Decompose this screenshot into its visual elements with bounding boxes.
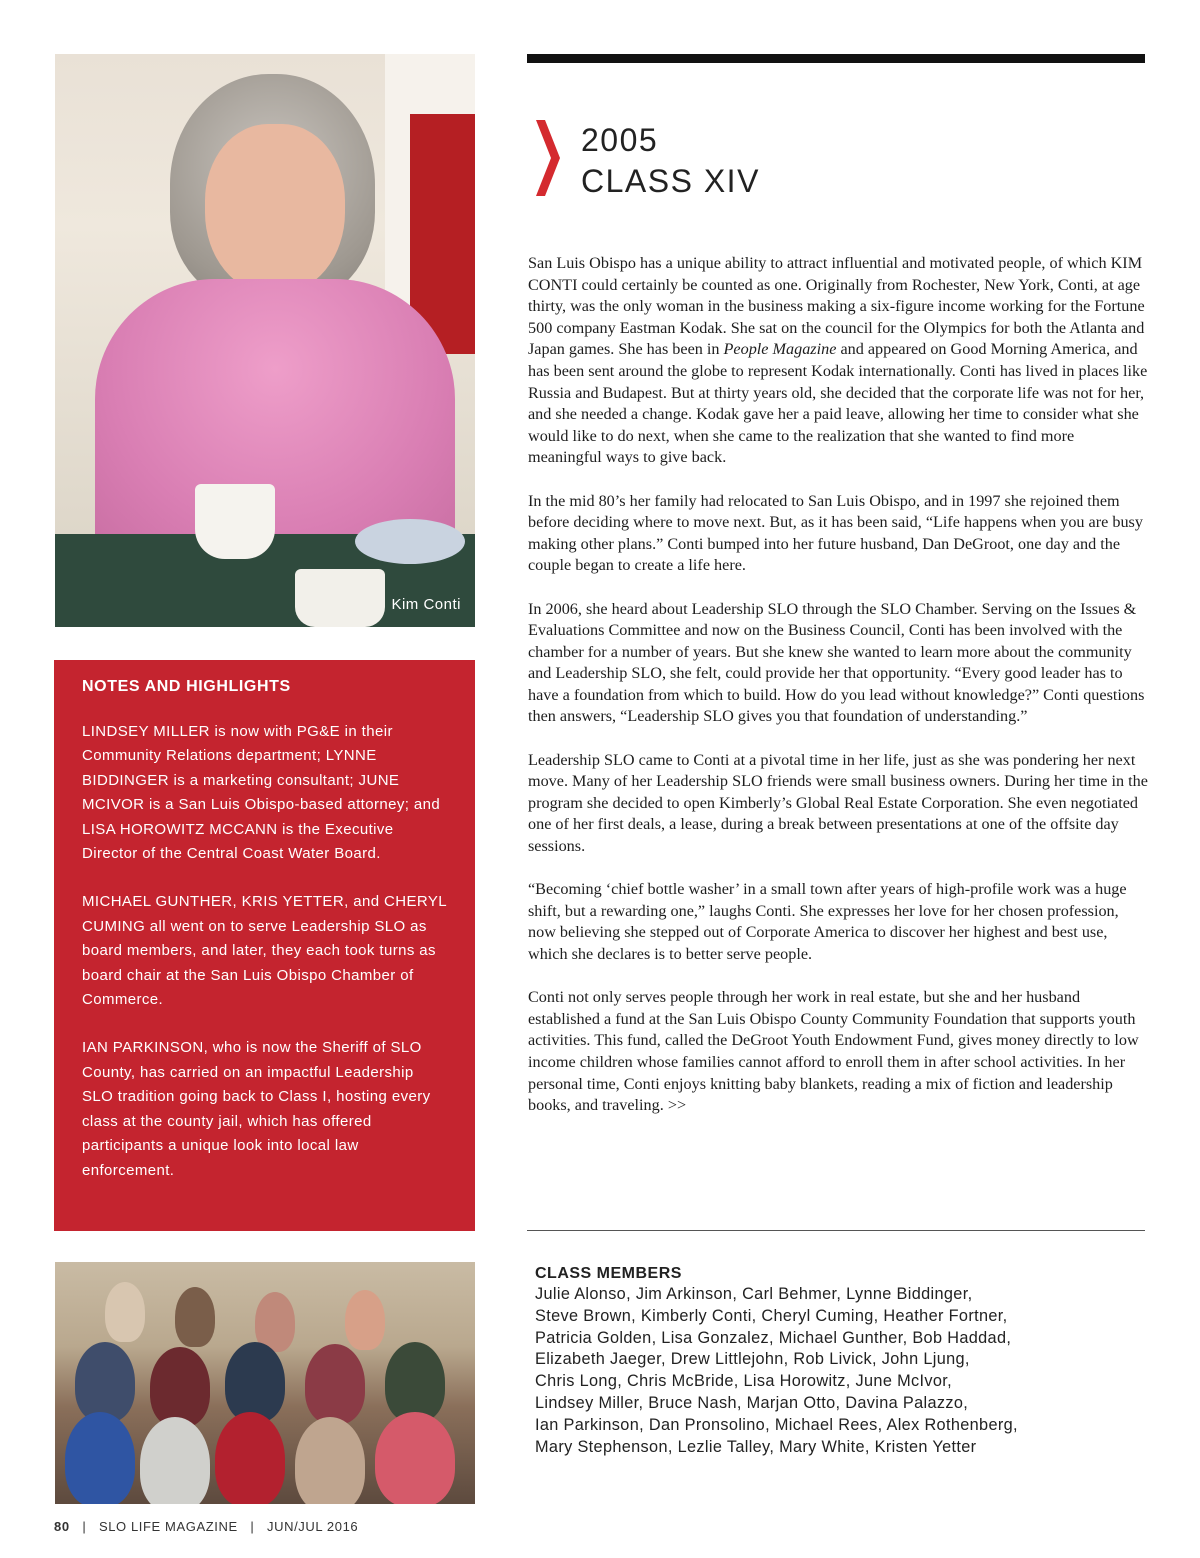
members-line: Steve Brown, Kimberly Conti, Cheryl Cuming, Heather Fortner,	[535, 1306, 1008, 1325]
members-line: Chris Long, Chris McBride, Lisa Horowitz, June McIvor,	[535, 1372, 953, 1391]
top-rule	[527, 54, 1145, 63]
article-paragraph-1: San Luis Obispo has a unique ability to attract influential and motivated people, of which KIM CONTI could certainly be counted as one. Originally from Rochester, New York, Conti, at age thirty, was the only woman in the business making a six-figure income working for the Fortune 500 company Eastman Kodak. She sat on the council for the Olympics for both the Atlanta and Japan games. She has been in People Magazine and appeared on Good Morning America, and has been sent around the globe to represent Kodak internationally. Conti has lived in places like Russia and Budapest. But at thirty years old, she decided that the corporate life was not for her, and she needed a change. Kodak gave her a paid leave, allowing her time to consider what she would like to do next, when she came to the realization that she wanted to find more meaningful ways to give back.	[528, 254, 1148, 467]
article-paragraph-3: In 2006, she heard about Leadership SLO through the SLO Chamber. Serving on the Issues & Evaluations Committee and now on the Business Council, Conti has been involved with the chamber for a number of years. But she knew she wanted to learn more about the community and Leadership SLO, she felt, could provide her that opportunity. “Every good leader has to have a foundation from which to build. How do you lead without knowledge?” Conti questions then answers, “Leadership SLO gives you that foundation of understanding.”	[528, 599, 1145, 726]
chevron-right-icon	[536, 120, 560, 196]
photo-person	[345, 1290, 385, 1350]
portrait-plate	[355, 519, 465, 564]
article-paragraph-4: Leadership SLO came to Conti at a pivotal time in her life, just as she was pondering her next move. Many of her Leadership SLO friends were small business owners. During her time in the program she decided to open Kimberly’s Global Real Estate Corporation. She even negotiated one of her first deals, a lease, during a break between presentations at one of the offsite day sessions.	[528, 750, 1148, 856]
photo-person	[215, 1412, 285, 1504]
photo-person	[65, 1412, 135, 1504]
section-divider	[527, 1230, 1145, 1231]
photo-person	[375, 1412, 455, 1504]
members-line: Mary Stephenson, Lezlie Talley, Mary White, Kristen Yetter	[535, 1437, 977, 1456]
issue-date: JUN/JUL 2016	[267, 1519, 359, 1534]
footer-separator: |	[82, 1519, 87, 1534]
class-members-list	[535, 1284, 1135, 1458]
photo-person	[225, 1342, 285, 1422]
portrait-photo-kim-conti	[55, 54, 475, 627]
portrait-face	[205, 124, 345, 294]
section-heading	[581, 120, 760, 202]
class-group-photo	[55, 1262, 475, 1504]
members-line: Julie Alonso, Jim Arkinson, Carl Behmer, Lynne Biddinger,	[535, 1285, 973, 1303]
photo-person	[175, 1287, 215, 1347]
members-line: Ian Parkinson, Dan Pronsolino, Michael Rees, Alex Rothenberg,	[535, 1415, 1018, 1434]
portrait-teacup	[195, 484, 275, 559]
notes-paragraph-3: IAN PARKINSON, who is now the Sheriff of SLO County, has carried on an impactful Leadership SLO tradition going back to Class I, hosting every class at the county jail, which has offered participants a unique look into local law enforcement.	[82, 1039, 431, 1179]
portrait-teacup-front	[295, 569, 385, 627]
class-members	[535, 1264, 1135, 1458]
article-body	[528, 253, 1148, 1138]
photo-person	[295, 1417, 365, 1504]
notes-paragraph-2: MICHAEL GUNTHER, KRIS YETTER, and CHERYL CUMING all went on to serve Leadership SLO as board members, and later, they each took turns as board chair at the San Luis Obispo Chamber of Commerce.	[82, 893, 447, 1009]
heading-class: CLASS XIV	[581, 163, 760, 199]
photo-person	[150, 1347, 210, 1427]
members-line: Patricia Golden, Lisa Gonzalez, Michael Gunther, Bob Haddad,	[535, 1328, 1012, 1347]
photo-person	[105, 1282, 145, 1342]
page-footer	[54, 1519, 358, 1534]
magazine-title: People Magazine	[723, 340, 837, 359]
page-number: 80	[54, 1519, 70, 1534]
members-line: Lindsey Miller, Bruce Nash, Marjan Otto, Davina Palazzo,	[535, 1393, 969, 1412]
article-paragraph-2: In the mid 80’s her family had relocated to San Luis Obispo, and in 1997 she rejoined them before deciding where to move next. But, as it has been said, “Life happens when you are busy making other plans.” Conti bumped into her future husband, Dan DeGroot, one day and the couple began to create a life here.	[528, 491, 1143, 575]
notes-title: NOTES AND HIGHLIGHTS	[82, 678, 291, 695]
notes-sidebar	[54, 660, 475, 1231]
heading-year: 2005	[581, 122, 659, 158]
class-members-title: CLASS MEMBERS	[535, 1265, 682, 1282]
photo-caption: Kim Conti	[391, 596, 461, 613]
photo-person	[305, 1344, 365, 1424]
article-paragraph-6: Conti not only serves people through her work in real estate, but she and her husband established a fund at the San Luis Obispo County Community Foundation that supports youth activities. This fund, called the DeGroot Youth Endowment Fund, gives money directly to low income children whose families cannot afford to enroll them in after school activities. In her personal time, Conti enjoys knitting baby blankets, reading a mix of fiction and leadership books, and traveling. >>	[528, 988, 1139, 1115]
article-paragraph-5: “Becoming ‘chief bottle washer’ in a small town after years of high-profile work was a huge shift, but a rewarding one,” laughs Conti. She expresses her love for her chosen profession, now believing she stepped out of Corporate America to discover her highest and best use, which she declares is to better serve people.	[528, 880, 1127, 963]
magazine-name: SLO LIFE MAGAZINE	[98, 1519, 238, 1534]
photo-person	[75, 1342, 135, 1422]
photo-person	[140, 1417, 210, 1504]
notes-paragraph-1: LINDSEY MILLER is now with PG&E in their Community Relations department; LYNNE BIDDINGER is a marketing consultant; JUNE MCIVOR is a San Luis Obispo-based attorney; and LISA HOROWITZ MCCANN is the Executive Director of the Central Coast Water Board.	[82, 723, 441, 863]
photo-person	[385, 1342, 445, 1422]
members-line: Elizabeth Jaeger, Drew Littlejohn, Rob Livick, John Ljung,	[535, 1350, 970, 1369]
footer-separator: |	[250, 1519, 255, 1534]
